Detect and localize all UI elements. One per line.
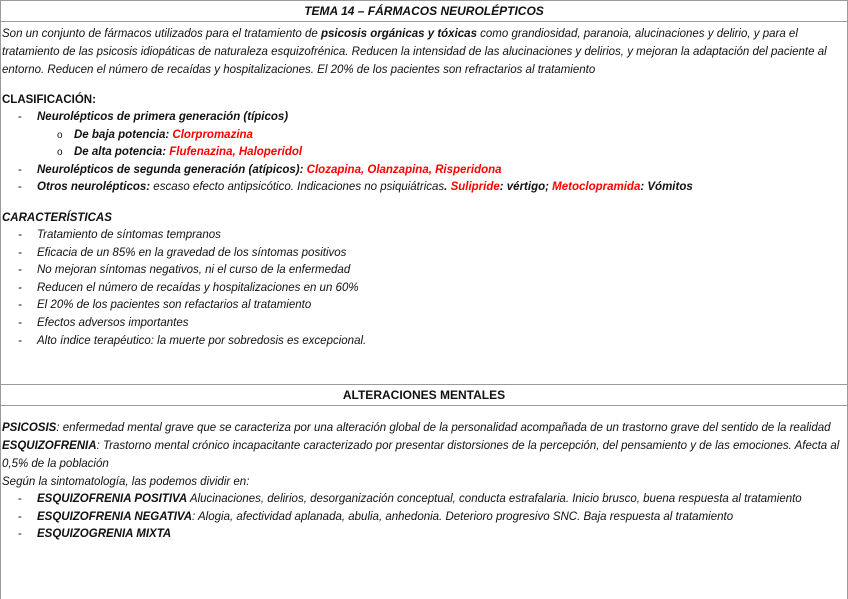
list-item: - No mejoran síntomas negativos, ni el curso de la enfermedad <box>1 262 847 280</box>
other-text: escaso efecto antipsicótico. Indicaciones no psiquiátricas <box>150 181 445 194</box>
clasificacion-heading: CLASIFICACIÓN: <box>2 94 96 106</box>
caracteristicas-section <box>1 209 847 350</box>
psicosis-def: : enfermedad mental grave que se caracteriza por una alteración global de la personalidad acompañada de un trastorno grave del sentido de la realidad <box>56 422 831 434</box>
low-potency-label: De baja potencia: <box>74 128 173 141</box>
high-potency-label: De alta potencia: <box>74 146 170 159</box>
metoclopramida-use: : Vómitos <box>640 181 693 194</box>
esquizofrenia-def: : Trastorno mental crónico incapacitante caracterizado por presentar distorsiones de la percepción, del pensamiento y de las emociones. Afecta al 0,5% de la población <box>2 440 840 470</box>
list-item: - Tratamiento de síntomas tempranos <box>1 227 847 245</box>
second-gen-label: Neurolépticos de segunda generación (atípicos): <box>37 163 307 176</box>
low-potency-drugs: Clorpromazina <box>172 128 253 141</box>
esquizofrenia-types-list <box>1 491 847 544</box>
alteraciones-body <box>1 406 847 544</box>
sulpirida-drug: Sulipride <box>450 181 500 194</box>
list-item: - Efectos adversos importantes <box>1 315 847 333</box>
psicosis-definition <box>1 419 847 437</box>
section-alteraciones-mentales <box>0 384 848 599</box>
list-item: - Eficacia de un 85% en la gravedad de los síntomas positivos <box>1 245 847 263</box>
clasificacion-section <box>1 91 847 197</box>
type-name: ESQUIZOGRENIA MIXTA <box>37 528 172 541</box>
clasificacion-list <box>1 109 847 197</box>
caracteristicas-heading: CARACTERÍSTICAS <box>2 211 112 224</box>
esquizofrenia-term: ESQUIZOFRENIA <box>2 440 97 452</box>
psicosis-term: PSICOSIS <box>2 422 57 434</box>
list-item <box>1 509 847 527</box>
list-item: - Reducen el número de recaídas y hospitalizaciones en un 60% <box>1 280 847 298</box>
metoclopramida-drug: Metoclopramida <box>552 181 641 194</box>
type-name: ESQUIZOFRENIA NEGATIVA <box>37 510 193 523</box>
list-item <box>1 144 847 162</box>
list-item <box>1 491 847 509</box>
list-item <box>1 109 847 127</box>
list-item: - Alto índice terapéutico: la muerte por sobredosis es excepcional. <box>1 333 847 351</box>
list-item <box>1 179 847 197</box>
other-dot: . <box>444 181 451 194</box>
division-text: Según la sintomatología, las podemos dividir en: <box>2 476 250 488</box>
caracteristicas-list <box>1 227 847 350</box>
type-name: ESQUIZOFRENIA POSITIVA <box>37 493 188 505</box>
list-item <box>1 127 847 145</box>
intro-text-2: como grandiosidad, paranoia, alucinaciones y delirio, y para el tratamiento de las psicosis idiopáticas de naturaleza esquizofrénica. Reducen la intensidad de las alucinaciones y delirios, y mejoran la adaptación del paciente al entorno. Reducen el número de recaídas y hospitalizaciones. El 20% de los pacientes son refractarios al tratamiento <box>2 28 827 76</box>
first-gen-label: Neurolépticos de primera generación (típicos) <box>37 111 289 123</box>
intro-paragraph <box>1 22 847 79</box>
esquizofrenia-definition <box>1 437 847 473</box>
intro-text-1: Son un conjunto de fármacos utilizados para el tratamiento de <box>2 28 321 40</box>
list-item <box>1 526 847 544</box>
list-item <box>1 162 847 180</box>
section-title: ALTERACIONES MENTALES <box>1 385 847 406</box>
second-gen-drugs: Clozapina, Olanzapina, Risperidona <box>306 163 502 176</box>
type-desc: Alucinaciones, delirios, desorganización conceptual, conducta estrafalaria. Inicio brusco, buena respuesta al tratamiento <box>187 493 802 505</box>
potency-sublist <box>1 127 847 162</box>
list-item: - El 20% de los pacientes son refactarios al tratamiento <box>1 297 847 315</box>
other-label: Otros neurolépticos: <box>37 181 151 194</box>
high-potency-drugs: Flufenazina, Haloperidol <box>169 146 303 159</box>
sub-list-container <box>1 127 847 162</box>
type-desc: : Alogia, afectividad aplanada, abulia, anhedonia. Deterioro progresivo SNC. Baja respuesta al tratamiento <box>192 510 734 523</box>
section-title: TEMA 14 – FÁRMACOS NEUROLÉPTICOS <box>1 1 847 22</box>
intro-bold: psicosis orgánicas y tóxicas <box>321 28 477 40</box>
sulpirida-use: : vértigo; <box>499 181 553 194</box>
